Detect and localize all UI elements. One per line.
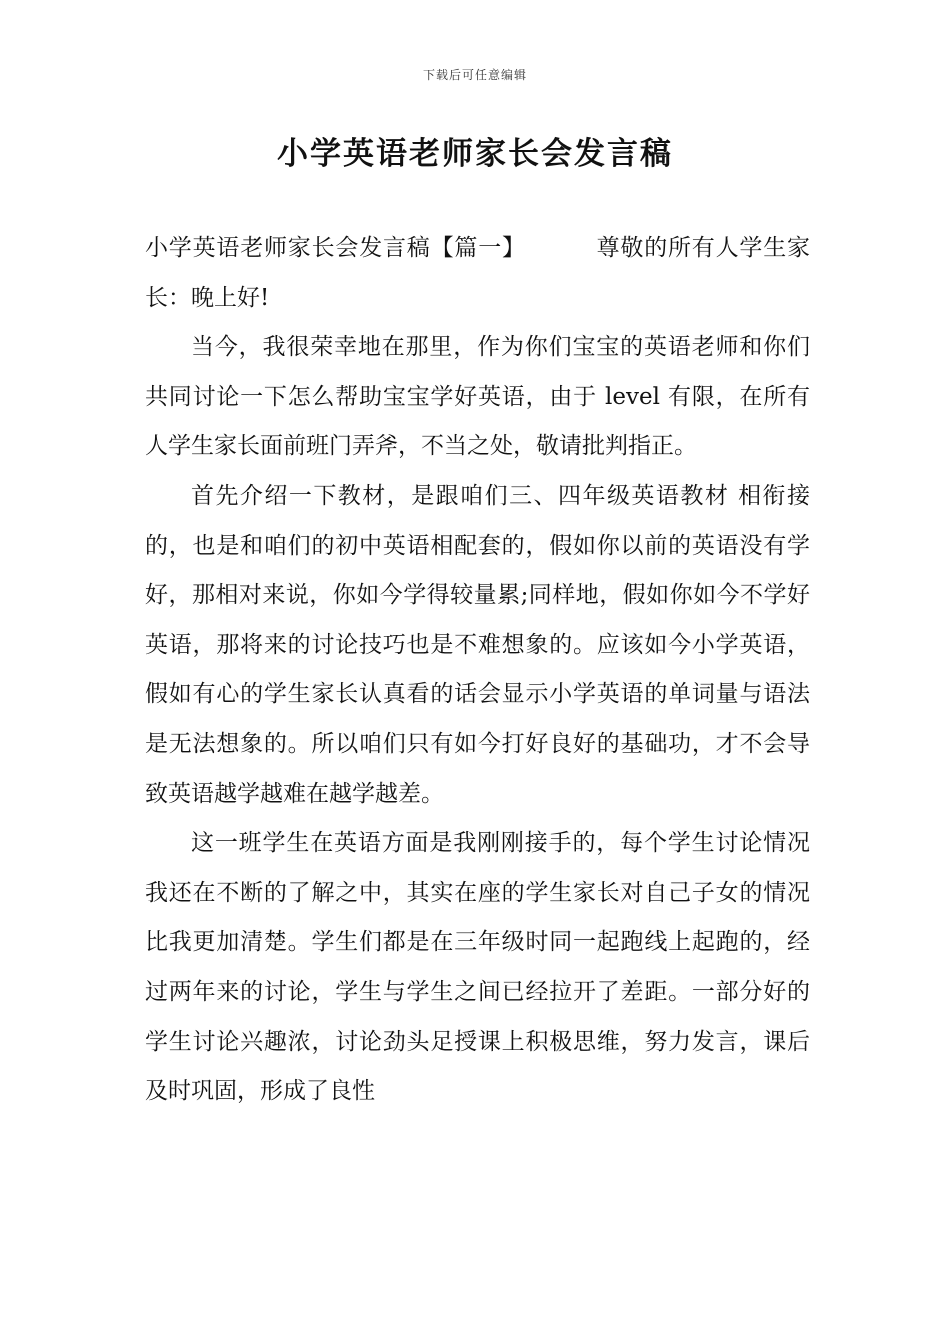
section-heading: 小学英语老师家长会发言稿【篇一】	[145, 235, 526, 261]
header-note: 下载后可任意编辑	[422, 68, 527, 82]
body-paragraph-3: 这一班学生在英语方面是我刚刚接手的，每个学生讨论情况我还在不断的了解之中，其实在座的学生家长对自己子女的情况比我更加清楚。学生们都是在三年级时同一起跑线上起跑的，经过两年来的讨论，学生与学生之间已经拉开了差距。一部分好的学生讨论兴趣浓，讨论劲头足授课上积极思维，努力发言，课后及时巩固，形成了良性	[145, 830, 810, 1105]
body-paragraph-1: 当今，我很荣幸地在那里，作为你们宝宝的英语老师和你们共同讨论一下怎么帮助宝宝学好英语，由于 level 有限，在所有人学生家长面前班门弄斧，不当之处，敬请批判指正。	[145, 334, 810, 460]
body-paragraph-2: 首先介绍一下教材，是跟咱们三、四年级英语教材 相衔接的，也是和咱们的初中英语相配套的，假如你以前的英语没有学好，那相对来说，你如今学得较量累;同样地，假如你如今不学好英语，那将来的讨论技巧也是不难想象的。应该如今小学英语，假如有心的学生家长认真看的话会显示小学英语的单词量与语法是无法想象的。所以咱们只有如今打好良好的基础功，才不会导致英语越学越难在越学越差。	[145, 482, 810, 807]
greeting: 尊敬的所有人学生家长：晚上好!	[145, 235, 811, 311]
document-title: 小学英语老师家长会发言稿	[277, 136, 673, 172]
document-body	[145, 224, 810, 1117]
intro-paragraph	[145, 224, 810, 323]
